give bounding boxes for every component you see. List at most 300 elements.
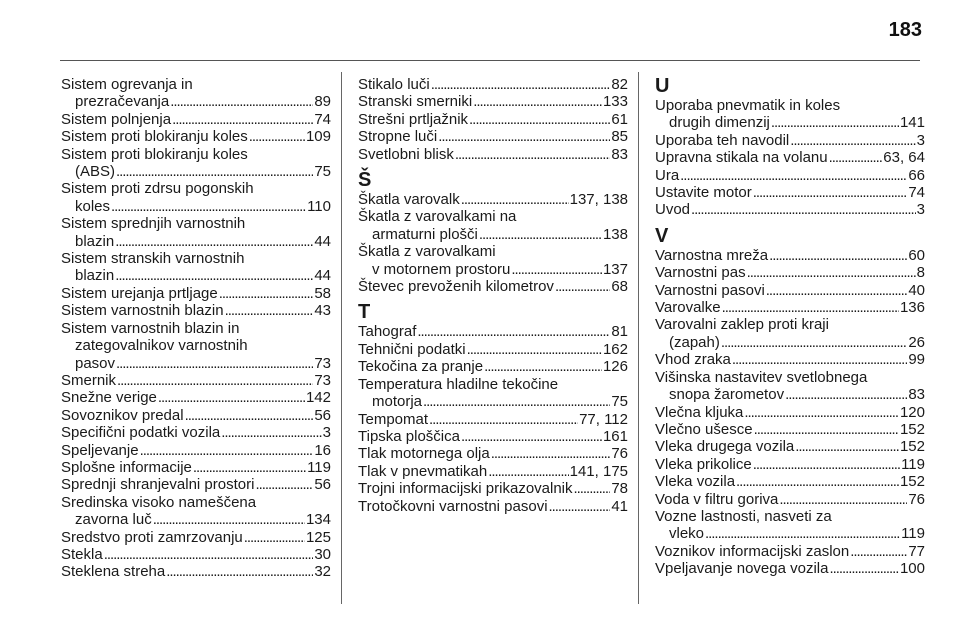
index-entry-line: [61, 233, 331, 250]
index-term: Uvod: [655, 201, 691, 219]
page-reference[interactable]: 83: [908, 386, 925, 404]
dot-leader: [153, 511, 305, 528]
index-entry: [61, 389, 331, 406]
dot-leader: [721, 334, 907, 351]
page-reference[interactable]: 141, 175: [569, 462, 628, 480]
index-term: Trojni informacijski prikazovalnik: [358, 480, 573, 498]
index-term: Sistem proti blokiranju koles: [61, 145, 248, 163]
page-reference[interactable]: 152: [899, 438, 925, 456]
dot-leader: [429, 411, 578, 428]
header-rule: [60, 60, 920, 61]
dot-leader: [766, 282, 908, 299]
index-entry: [655, 508, 925, 543]
index-entry-line: [358, 128, 628, 145]
index-entry-line: [61, 285, 331, 302]
dot-leader: [722, 299, 899, 316]
page-reference[interactable]: 161: [602, 427, 628, 445]
dot-leader: [115, 267, 313, 284]
index-term: Sprednji shranjevalni prostori: [61, 476, 255, 494]
dot-leader: [479, 226, 602, 243]
index-entry-line: [358, 376, 628, 393]
page-reference[interactable]: 16: [314, 441, 331, 459]
section-letter: Š: [358, 169, 372, 192]
index-entry-line: [358, 480, 628, 497]
index-term: zavorna luč: [75, 511, 152, 529]
index-term: Sistem proti zdrsu pogonskih: [61, 180, 254, 198]
index-entry-line: [61, 546, 331, 563]
index-column-1: [61, 76, 331, 581]
page-reference[interactable]: 82: [611, 76, 628, 93]
dot-leader: [225, 302, 314, 319]
index-term: Sistem varnostnih blazin: [61, 302, 224, 320]
index-entry-line: [655, 525, 925, 542]
page-reference[interactable]: 61: [611, 110, 628, 128]
dot-leader: [680, 167, 907, 184]
index-entry-line: [655, 491, 925, 508]
index-entry: [358, 93, 628, 110]
dot-leader: [467, 341, 602, 358]
page-reference[interactable]: 99: [908, 351, 925, 369]
index-entry: [61, 442, 331, 459]
index-entry-line: [61, 76, 331, 93]
page-reference[interactable]: 68: [611, 278, 628, 296]
dot-leader: [116, 355, 313, 372]
index-entry-line: [61, 529, 331, 546]
index-entry: [358, 463, 628, 480]
index-entry: [655, 404, 925, 421]
index-entry: [655, 264, 925, 281]
index-entry: [358, 341, 628, 358]
page-reference[interactable]: 60: [908, 246, 925, 264]
dot-leader: [574, 480, 611, 497]
index-term: Ura: [655, 166, 680, 184]
page-reference[interactable]: 76: [611, 445, 628, 463]
index-entry: [61, 111, 331, 128]
dot-leader: [417, 323, 610, 340]
dot-leader: [111, 198, 306, 215]
dot-leader: [795, 438, 899, 455]
dot-leader: [829, 560, 899, 577]
index-term: Vlečna kljuka: [655, 403, 744, 421]
page-reference[interactable]: 134: [305, 511, 331, 529]
index-entry: [358, 128, 628, 145]
index-entry-line: [655, 264, 925, 281]
index-column-3: [655, 76, 925, 578]
page-reference[interactable]: 56: [314, 406, 331, 424]
index-entry-line: [61, 424, 331, 441]
page-reference[interactable]: 75: [314, 163, 331, 181]
index-entry: [358, 498, 628, 515]
page-reference[interactable]: 133: [602, 93, 628, 111]
index-entry: [655, 421, 925, 438]
index-entry-line: [61, 511, 331, 528]
page-reference[interactable]: 77, 112: [579, 410, 628, 428]
index-term: Škatla z varovalkami na: [358, 208, 517, 226]
index-entry-line: [655, 201, 925, 218]
index-entry: [61, 215, 331, 250]
index-entry: [358, 358, 628, 375]
index-entry: [655, 299, 925, 316]
dot-leader: [469, 111, 610, 128]
index-term: Sistem urejanja prtljage: [61, 284, 218, 302]
index-term: prezračevanja: [75, 93, 170, 111]
dot-leader: [691, 201, 916, 218]
index-entry: [358, 243, 628, 278]
index-entry: [61, 563, 331, 580]
index-term: Tlak v pnevmatikah: [358, 462, 488, 480]
index-entry: [655, 184, 925, 201]
dot-leader: [423, 393, 610, 410]
index-entry-line: [61, 128, 331, 145]
index-term: motorja: [372, 393, 423, 411]
index-term: blazin: [75, 267, 115, 285]
index-term: Upravna stikala na volanu: [655, 149, 828, 167]
index-term: armaturni plošči: [372, 225, 478, 243]
index-entry-line: [61, 337, 331, 354]
index-term: Trotočkovni varnostni pasovi: [358, 497, 548, 515]
page-reference[interactable]: 30: [314, 545, 331, 563]
index-term: blazin: [75, 232, 115, 250]
index-term: Vleka vozila: [655, 473, 736, 491]
index-term: Varnostna mreža: [655, 246, 769, 264]
index-entry-line: [61, 476, 331, 493]
index-entry: [655, 456, 925, 473]
index-term: Stikalo luči: [358, 76, 430, 93]
page-reference[interactable]: 77: [908, 542, 925, 560]
page-reference[interactable]: 137: [602, 260, 628, 278]
index-entry: [655, 247, 925, 264]
index-entry-line: [655, 351, 925, 368]
index-entry-line: [655, 334, 925, 351]
index-term: Vhod zraka: [655, 351, 731, 369]
page-reference[interactable]: 100: [899, 560, 925, 578]
page-reference[interactable]: 3: [322, 424, 331, 442]
index-entry-line: [655, 386, 925, 403]
dot-leader: [744, 404, 899, 421]
page-reference[interactable]: 152: [899, 473, 925, 491]
page-reference[interactable]: 119: [307, 458, 331, 476]
dot-leader: [754, 421, 899, 438]
page-reference[interactable]: 73: [314, 371, 331, 389]
index-entry-line: [358, 191, 628, 208]
index-term: Strešni prtljažnik: [358, 110, 469, 128]
index-term: drugih dimenzij: [669, 114, 770, 132]
index-entry-line: [655, 508, 925, 525]
index-term: Ustavite motor: [655, 184, 752, 202]
index-entry: [358, 208, 628, 243]
index-term: Vleka prikolice: [655, 455, 752, 473]
index-entry: [358, 428, 628, 445]
page-reference[interactable]: 3: [916, 201, 925, 219]
page-reference[interactable]: 76: [908, 490, 925, 508]
dot-leader: [115, 233, 313, 250]
index-entry: [61, 320, 331, 372]
index-entry: [655, 438, 925, 455]
dot-leader: [549, 498, 611, 515]
index-entry: [358, 376, 628, 411]
index-entry-line: [61, 302, 331, 319]
index-term: Tipska ploščica: [358, 427, 460, 445]
index-entry-line: [655, 184, 925, 201]
dot-leader: [185, 407, 314, 424]
dot-leader: [785, 386, 907, 403]
index-entry-line: [358, 498, 628, 515]
index-term: Števec prevoženih kilometrov: [358, 278, 554, 296]
page-reference[interactable]: 85: [611, 128, 628, 146]
column-divider-2: [638, 72, 639, 604]
index-term: Vleka drugega vozila: [655, 438, 795, 456]
index-entry-line: [358, 341, 628, 358]
index-term: Vozne lastnosti, nasveti za: [655, 507, 832, 525]
index-term: Sistem stranskih varnostnih: [61, 250, 245, 268]
index-term: Snežne verige: [61, 389, 157, 407]
page-reference[interactable]: 152: [899, 420, 925, 438]
dot-leader: [771, 114, 899, 131]
dot-leader: [461, 428, 602, 445]
index-entry: [358, 278, 628, 295]
index-entry: [655, 316, 925, 351]
page-reference[interactable]: 109: [305, 128, 331, 146]
index-entry-line: [358, 393, 628, 410]
index-entry-line: [61, 389, 331, 406]
page-reference[interactable]: 44: [314, 267, 331, 285]
index-entry: [358, 323, 628, 340]
index-entry: [61, 180, 331, 215]
index-entry: [61, 529, 331, 546]
section-letter: V: [655, 224, 669, 247]
index-entry-line: [61, 267, 331, 284]
index-term: Temperatura hladilne tekočine: [358, 375, 559, 393]
index-term: vleko: [669, 525, 705, 543]
dot-leader: [166, 563, 313, 580]
page-reference[interactable]: 73: [314, 354, 331, 372]
page-reference[interactable]: 78: [611, 480, 628, 498]
index-term: Stropne luči: [358, 128, 438, 146]
dot-leader: [438, 128, 610, 145]
index-entry: [61, 407, 331, 424]
page-reference[interactable]: 141: [899, 114, 925, 132]
index-term: Tekočina za pranje: [358, 358, 484, 376]
index-entry: [655, 369, 925, 404]
index-term: koles: [75, 197, 111, 215]
page-reference[interactable]: 44: [314, 232, 331, 250]
index-entry-line: [358, 445, 628, 462]
dot-leader: [753, 456, 900, 473]
index-term: Sistem sprednjih varnostnih: [61, 215, 246, 233]
dot-leader: [753, 184, 908, 201]
dot-leader: [158, 389, 305, 406]
index-entry-line: [655, 149, 925, 166]
index-entry: [61, 76, 331, 111]
index-entry: [61, 494, 331, 529]
index-entry-line: [358, 111, 628, 128]
index-entry: [655, 282, 925, 299]
index-entry: [358, 146, 628, 163]
index-term: Tehnični podatki: [358, 340, 466, 358]
page-reference[interactable]: 136: [899, 299, 925, 317]
page-reference[interactable]: 66: [908, 166, 925, 184]
index-entry-line: [61, 198, 331, 215]
index-term: Vlečno ušesce: [655, 420, 753, 438]
page-reference[interactable]: 26: [908, 333, 925, 351]
index-entry-line: [358, 411, 628, 428]
index-entry-line: [61, 563, 331, 580]
index-entry-line: [358, 428, 628, 445]
index-entry-line: [61, 180, 331, 197]
page-reference[interactable]: 41: [611, 497, 628, 515]
index-entry-line: [358, 278, 628, 295]
page-reference[interactable]: 120: [899, 403, 925, 421]
index-entry-line: [655, 316, 925, 333]
index-entry: [61, 128, 331, 145]
page-reference[interactable]: 3: [916, 131, 925, 149]
index-entry: [358, 191, 628, 208]
index-entry-line: [61, 215, 331, 232]
index-entry-line: [655, 456, 925, 473]
page-reference[interactable]: 58: [314, 284, 331, 302]
index-term: (zapah): [669, 333, 720, 351]
index-entry: [358, 111, 628, 128]
index-entry-line: [358, 463, 628, 480]
dot-leader: [249, 128, 305, 145]
index-entry-line: [655, 421, 925, 438]
dot-leader: [255, 476, 313, 493]
index-entry: [358, 76, 628, 93]
index-term: Sistem proti blokiranju koles: [61, 128, 248, 146]
index-entry-line: [358, 226, 628, 243]
index-entry-line: [61, 442, 331, 459]
dot-leader: [431, 76, 611, 93]
page-reference[interactable]: 75: [611, 393, 628, 411]
index-entry: [655, 97, 925, 132]
page-reference[interactable]: 119: [901, 455, 925, 473]
index-entry-line: [61, 146, 331, 163]
index-term: Tahograf: [358, 323, 417, 341]
dot-leader: [488, 463, 568, 480]
dot-leader: [850, 543, 907, 560]
dot-leader: [221, 424, 321, 441]
index-term: Voda v filtru goriva: [655, 490, 779, 508]
dot-leader: [779, 491, 907, 508]
index-entry: [61, 546, 331, 563]
page-reference[interactable]: 83: [611, 145, 628, 163]
index-term: Sovoznikov predal: [61, 406, 184, 424]
index-entry-line: [61, 407, 331, 424]
dot-leader: [116, 163, 313, 180]
dot-leader: [732, 351, 907, 368]
index-entry-line: [61, 355, 331, 372]
page-reference[interactable]: 63, 64: [883, 149, 925, 167]
index-entry: [61, 424, 331, 441]
index-entry: [655, 149, 925, 166]
page-reference[interactable]: 162: [602, 340, 628, 358]
index-entry-line: [358, 323, 628, 340]
page-number: 183: [888, 19, 922, 41]
page-reference[interactable]: 32: [314, 563, 331, 581]
index-term: Sredinska visoko nameščena: [61, 493, 257, 511]
index-term: Voznikov informacijski zaslon: [655, 542, 850, 560]
page-reference[interactable]: 74: [314, 110, 331, 128]
page-reference[interactable]: 126: [602, 358, 628, 376]
index-term: Višinska nastavitev svetlobnega: [655, 368, 868, 386]
dot-leader: [193, 459, 306, 476]
page-reference[interactable]: 142: [305, 389, 331, 407]
page-reference[interactable]: 137, 138: [569, 191, 628, 209]
dot-leader: [473, 93, 602, 110]
index-entry-line: [655, 560, 925, 577]
dot-leader: [769, 247, 907, 264]
index-entry-line: [655, 543, 925, 560]
index-entry-line: [61, 320, 331, 337]
dot-leader: [747, 264, 916, 281]
index-entry: [655, 132, 925, 149]
index-entry: [61, 476, 331, 493]
index-term: Varovalke: [655, 299, 721, 317]
index-term: Sredstvo proti zamrzovanju: [61, 528, 243, 546]
dot-leader: [455, 146, 610, 163]
index-entry-line: [655, 114, 925, 131]
index-term: Sistem polnjenja: [61, 110, 172, 128]
page-reference[interactable]: 119: [901, 525, 925, 543]
dot-leader: [484, 358, 602, 375]
index-term: Stranski smerniki: [358, 93, 473, 111]
index-entry: [61, 372, 331, 389]
dot-leader: [511, 261, 602, 278]
index-term: Splošne informacije: [61, 458, 192, 476]
page-reference[interactable]: 40: [908, 281, 925, 299]
index-entry: [655, 560, 925, 577]
index-entry: [358, 411, 628, 428]
index-entry-line: [358, 93, 628, 110]
page-reference[interactable]: 8: [916, 264, 925, 282]
dot-leader: [555, 278, 610, 295]
page-reference[interactable]: 89: [314, 93, 331, 111]
index-entry-line: [61, 93, 331, 110]
section-letter: T: [358, 301, 371, 324]
index-entry: [655, 473, 925, 490]
page-reference[interactable]: 56: [314, 476, 331, 494]
index-term: Tempomat: [358, 410, 429, 428]
index-entry: [61, 250, 331, 285]
index-entry: [61, 459, 331, 476]
index-term: Varnostni pas: [655, 264, 746, 282]
page-reference[interactable]: 138: [602, 225, 628, 243]
page-reference[interactable]: 74: [908, 184, 925, 202]
dot-leader: [461, 191, 569, 208]
dot-leader: [829, 149, 883, 166]
index-term: Škatla varovalk: [358, 191, 460, 209]
index-entry: [655, 351, 925, 368]
dot-leader: [104, 546, 314, 563]
index-entry-line: [358, 208, 628, 225]
index-term: Vpeljavanje novega vozila: [655, 560, 829, 578]
page-reference[interactable]: 125: [305, 528, 331, 546]
page-reference[interactable]: 81: [611, 323, 628, 341]
index-entry-line: [358, 146, 628, 163]
index-term: Steklena streha: [61, 563, 166, 581]
index-entry-line: [655, 404, 925, 421]
dot-leader: [705, 525, 900, 542]
page-reference[interactable]: 110: [307, 197, 331, 215]
index-term: Varnostni pasovi: [655, 281, 765, 299]
index-entry: [61, 285, 331, 302]
page-reference[interactable]: 43: [314, 302, 331, 320]
dot-leader: [244, 529, 305, 546]
index-term: Varovalni zaklep proti kraji: [655, 316, 829, 334]
dot-leader: [790, 132, 915, 149]
index-entry-line: [61, 111, 331, 128]
index-entry-line: [358, 243, 628, 260]
